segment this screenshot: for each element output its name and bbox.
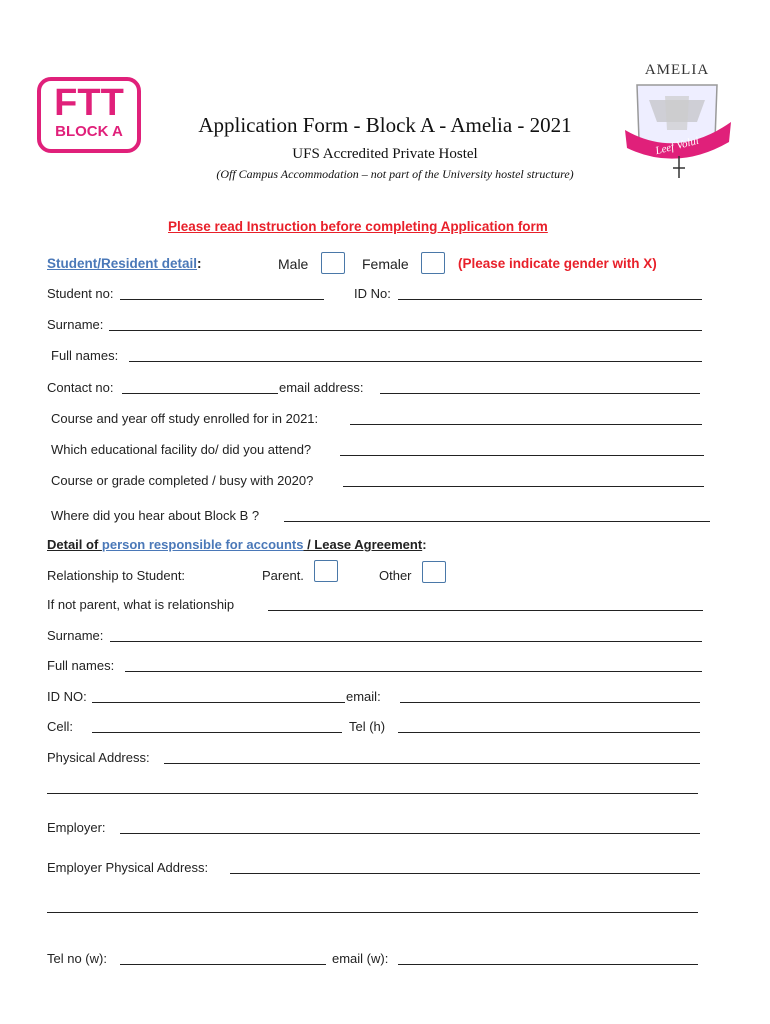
surname-label: Surname: [47,317,104,332]
full-names-field[interactable] [129,361,702,362]
male-label: Male [278,256,309,272]
physical-address-field-2[interactable] [47,793,698,794]
parent-label: Parent. [262,568,304,583]
hear-about-label: Where did you hear about Block B ? [51,508,260,523]
facility-label: Which educational facility do/ did you attend? [51,442,312,457]
student-no-field[interactable] [120,299,324,300]
tel-w-label: Tel no (w): [47,951,107,966]
logo-ftt-text: FTT [54,82,124,124]
resp-full-names-field[interactable] [125,671,702,672]
responsible-heading-part1: Detail of [47,537,102,552]
student-heading-colon: : [197,256,202,271]
gender-note: (Please indicate gender with X) [458,256,657,271]
email-address-label: email address: [279,380,364,395]
cell-field[interactable] [92,732,342,733]
id-no-label: ID No: [354,286,391,301]
female-label: Female [362,256,409,272]
email-address-field[interactable] [380,393,700,394]
employer-address-label: Employer Physical Address: [47,860,209,875]
responsible-heading-part2: person responsible for accounts [101,537,304,552]
form-title: Application Form - Block A - Amelia - 2021 [198,113,572,137]
course-year-label: Course and year off study enrolled for in 2021: [51,411,319,426]
resp-id-no-field[interactable] [92,702,345,703]
responsible-heading-part3: / Lease Agreement [303,537,423,552]
email-w-label: email (w): [332,951,389,966]
resp-id-no-label: ID NO: [47,689,87,704]
parent-checkbox[interactable] [314,560,338,582]
resp-full-names-label: Full names: [47,658,115,673]
female-checkbox[interactable] [421,252,445,274]
tel-h-label: Tel (h) [349,719,386,734]
course-grade-label: Course or grade completed / busy with 2020? [51,473,314,488]
amelia-name-text: AMELIA [644,62,710,78]
email-w-field[interactable] [398,964,698,965]
resp-email-label: email: [346,689,381,704]
employer-field[interactable] [120,833,700,834]
form-note: (Off Campus Accommodation – not part of the University hostel structure) [216,167,574,181]
responsible-heading [47,537,427,552]
other-checkbox[interactable] [422,561,446,583]
physical-address-field[interactable] [164,763,700,764]
resp-email-field[interactable] [400,702,700,703]
physical-address-label: Physical Address: [47,750,150,765]
employer-address-field-2[interactable] [47,912,698,913]
facility-field[interactable] [340,455,704,456]
form-subtitle: UFS Accredited Private Hostel [292,146,478,162]
male-checkbox[interactable] [321,252,345,274]
if-not-parent-field[interactable] [268,610,703,611]
surname-field[interactable] [109,330,702,331]
course-grade-field[interactable] [343,486,704,487]
tel-w-field[interactable] [120,964,326,965]
employer-address-field[interactable] [230,873,700,874]
instruction-text: Please read Instruction before completing Application form [168,219,548,234]
relationship-label: Relationship to Student: [47,568,186,583]
tel-h-field[interactable] [398,732,700,733]
student-no-label: Student no: [47,286,114,301]
student-heading [47,256,202,271]
hear-about-field[interactable] [284,521,710,522]
if-not-parent-label: If not parent, what is relationship [47,597,235,612]
resp-surname-label: Surname: [47,628,104,643]
cell-label: Cell: [47,719,74,734]
other-label: Other [379,568,412,583]
employer-label: Employer: [47,820,106,835]
full-names-label: Full names: [51,348,119,363]
contact-no-label: Contact no: [47,380,114,395]
logo-block-text: BLOCK A [55,123,123,140]
contact-no-field[interactable] [122,393,278,394]
course-year-field[interactable] [350,424,702,425]
responsible-heading-colon: : [422,537,427,552]
student-heading-text: Student/Resident detail [47,256,198,271]
resp-surname-field[interactable] [110,641,702,642]
id-no-field[interactable] [398,299,702,300]
amelia-banner-text: Leef Volui [654,134,701,158]
